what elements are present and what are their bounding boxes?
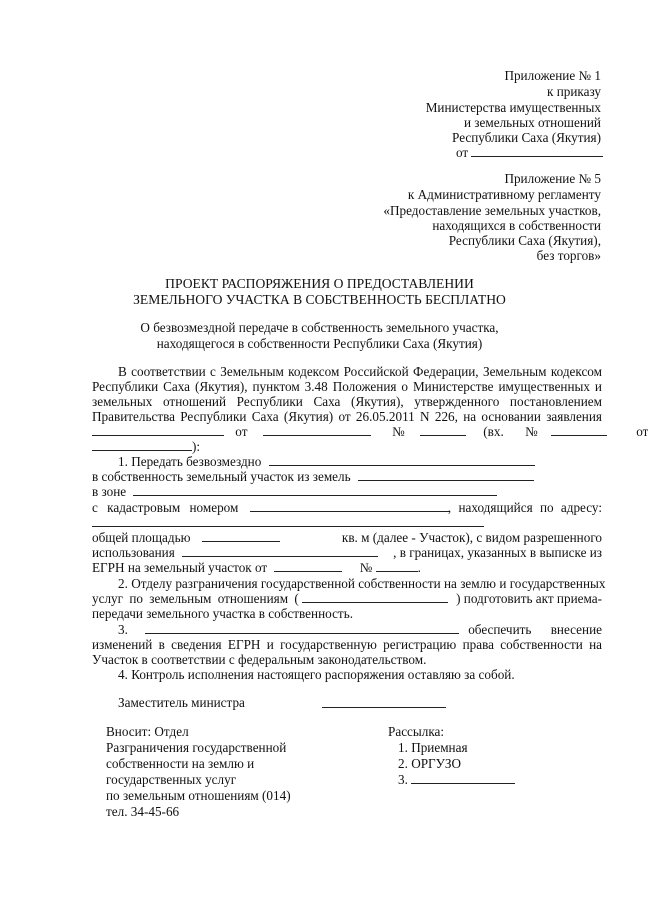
header2-line6: без торгов» <box>536 248 601 263</box>
land-category-blank <box>358 469 534 481</box>
preamble-line3: земельных отношений Республики Саха (Якутия), утвержденного постановлением <box>92 394 602 409</box>
cadastral-number-blank <box>250 500 450 512</box>
mailing-item-3: 3. <box>398 772 515 788</box>
department-blank <box>302 591 448 603</box>
header1-line4: и земельных отношений <box>463 115 601 130</box>
item3-line1: 3. обеспечить внесение <box>118 622 602 637</box>
address-line <box>92 515 484 531</box>
application-blank-1 <box>92 424 224 436</box>
incoming-number-blank <box>551 424 607 436</box>
preamble-line5 <box>92 424 648 440</box>
header1-date-blank <box>471 145 603 157</box>
item1-line7: использования , в границах, указанных в выписке из <box>92 545 602 560</box>
preamble-line4: Правительства Республики Саха (Якутия) от 26.05.2011 N 226, на основании заявления <box>92 409 602 424</box>
submitted-line3: собственности на землю и <box>106 756 255 771</box>
subject-line1: О безвозмездной передаче в собственность земельного участка, <box>140 320 499 335</box>
zone-blank <box>133 484 497 496</box>
subject-line2: находящегося в собственности Республики Саха (Якутия) <box>156 336 483 351</box>
extract-date-blank <box>274 560 342 572</box>
item2-line2: услуг по земельным отношениям ( ) подготовить акт приема- <box>92 591 602 606</box>
application-date-blank <box>263 424 371 436</box>
permitted-use-blank <box>182 545 378 557</box>
header2-line4: находящихся в собственности <box>432 218 601 233</box>
application-number-blank <box>420 424 466 436</box>
item2-line1: 2. Отделу разграничения государственной собственности на землю и государственных <box>118 576 606 591</box>
header1-date-line <box>456 145 603 161</box>
application-number-label: № <box>392 424 405 439</box>
preamble-line2: Республики Саха (Якутия), пунктом 3.48 Положения о Министерстве имущественных и <box>92 379 602 394</box>
submitted-phone: тел. 34-45-66 <box>106 804 180 819</box>
submitted-line1: Вносит: Отдел <box>106 724 189 739</box>
mailing-title: Рассылка: <box>388 724 445 739</box>
item3-line2: изменений в сведения ЕГРН и государственную регистрацию права собственности на <box>92 637 602 652</box>
item1-line4: с кадастровым номером , находящийся по адресу: <box>92 500 602 515</box>
header2-line1: Приложение № 5 <box>504 171 601 186</box>
header1-line2: к приказу <box>547 84 601 99</box>
submitted-line5: по земельным отношениям (014) <box>106 788 291 803</box>
header1-line1: Приложение № 1 <box>504 68 601 83</box>
item1-line2: в собственность земельный участок из земель <box>92 469 534 485</box>
mailing-item-2: 2. ОРГУЗО <box>398 756 461 771</box>
area-blank <box>202 530 280 542</box>
incoming-label: (вх. <box>483 424 504 439</box>
document-title-line2: ЗЕМЕЛЬНОГО УЧАСТКА В СОБСТВЕННОСТЬ БЕСПЛАТНО <box>133 292 506 307</box>
incoming-date-blank <box>92 439 192 451</box>
header1-line5: Республики Саха (Якутия) <box>452 130 601 145</box>
preamble-line6: ): <box>92 439 200 455</box>
preamble-line1: В соответствии с Земельным кодексом Российской Федерации, Земельным кодексом <box>118 364 602 379</box>
extract-number-blank <box>376 560 418 572</box>
item1-blank-1 <box>269 454 535 466</box>
document-title-line1: ПРОЕКТ РАСПОРЯЖЕНИЯ О ПРЕДОСТАВЛЕНИИ <box>165 276 474 291</box>
header2-line2: к Административному регламенту <box>407 187 601 202</box>
item1-line3: в зоне <box>92 484 497 500</box>
submitted-line2: Разграничения государственной <box>106 740 287 755</box>
item1-line6: общей площадью кв. м (далее - Участок), с видом разрешенного <box>92 530 602 545</box>
submitted-line4: государственных услуг <box>106 772 237 787</box>
header2-line3: «Предоставление земельных участков, <box>383 203 601 218</box>
item2-line3: передачи земельного участка в собственность. <box>92 606 353 621</box>
incoming-number-label: № <box>525 424 538 439</box>
item4-line1: 4. Контроль исполнения настоящего распоряжения оставляю за собой. <box>118 667 515 682</box>
item1-line8: ЕГРН на земельный участок от № . <box>92 560 421 575</box>
header1-line3: Министерства имущественных <box>425 100 601 115</box>
mailing-item-1: 1. Приемная <box>398 740 468 755</box>
header2-line5: Республики Саха (Якутия), <box>448 233 601 248</box>
incoming-from-label: от <box>636 424 648 439</box>
item3-line3: Участок в соответствии с федеральным законодательством. <box>92 652 427 667</box>
responsible-blank <box>145 622 459 634</box>
mailing-item-3-blank <box>411 772 515 784</box>
header1-date-label: от <box>456 145 469 160</box>
address-blank <box>92 515 484 527</box>
signature-label: Заместитель министра <box>118 695 245 710</box>
item1-line1: 1. Передать безвозмездно <box>118 454 535 470</box>
signature-line <box>322 696 446 712</box>
application-from-label: от <box>235 424 248 439</box>
